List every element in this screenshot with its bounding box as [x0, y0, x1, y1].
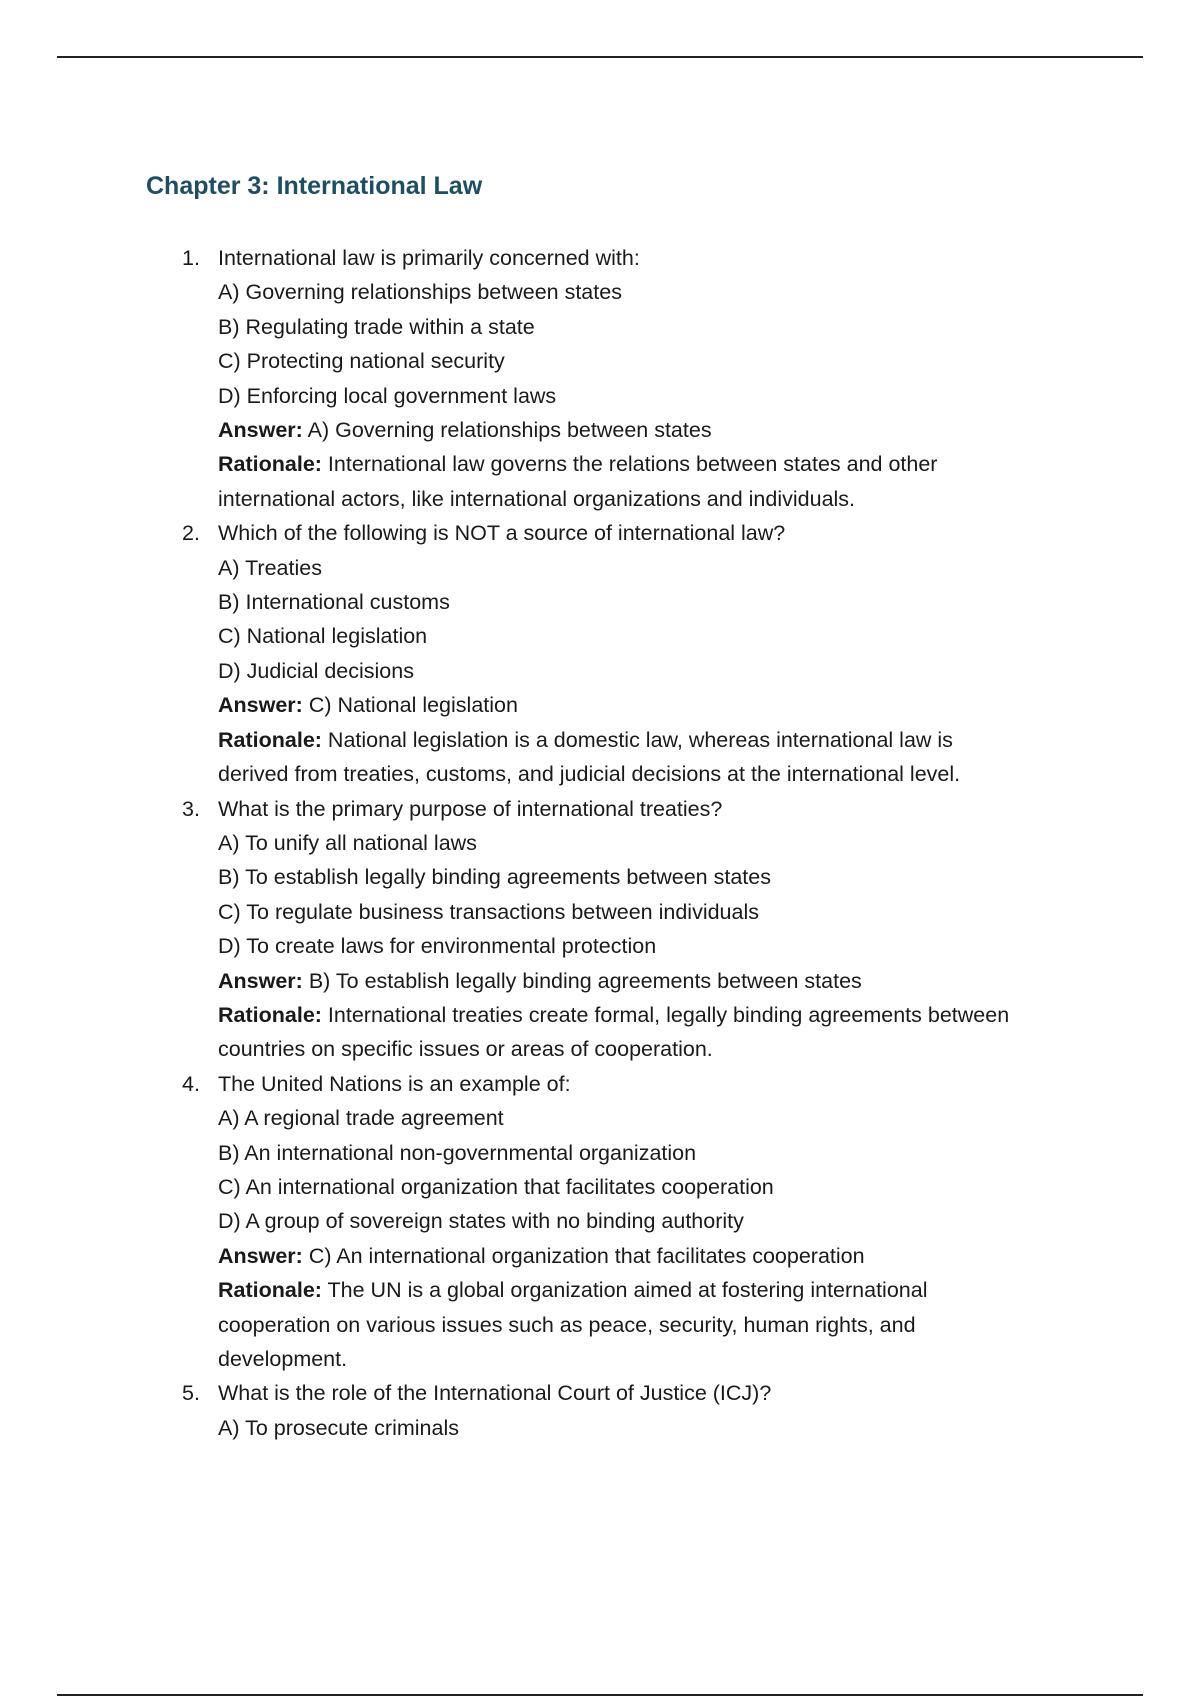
answer-option: A) To unify all national laws — [218, 830, 477, 855]
rationale-continuation: derived from treaties, customs, and judicial decisions at the international level. — [218, 762, 961, 787]
rationale-text: International treaties create formal, legally binding agreements between — [327, 1002, 1010, 1027]
rationale-line — [218, 1273, 1106, 1307]
rationale-label: Rationale: — [218, 452, 322, 477]
answer-option: B) To establish legally binding agreements between states — [218, 865, 771, 890]
answer-label: Answer: — [218, 693, 303, 718]
answer-label: Answer: — [218, 968, 303, 993]
answer-option: B) Regulating trade within a state — [218, 314, 535, 339]
question-number: 2. — [182, 521, 200, 546]
answer-option: D) Judicial decisions — [218, 658, 414, 683]
question-item — [146, 792, 1106, 1067]
answer-option: A) Treaties — [218, 555, 322, 580]
answer-option: C) National legislation — [218, 624, 428, 649]
answer-option: D) To create laws for environmental protection — [218, 934, 657, 959]
question-number: 1. — [182, 246, 200, 270]
question-item — [146, 516, 1106, 791]
answer-option: C) To regulate business transactions between individuals — [218, 899, 759, 924]
answer-line — [218, 1239, 1106, 1273]
rationale-line — [218, 447, 1106, 481]
rationale-text: The UN is a global organization aimed at fostering international — [327, 1278, 928, 1303]
question-prompt: The United Nations is an example of: — [218, 1071, 571, 1096]
question-item — [146, 1376, 1106, 1445]
question-number: 4. — [182, 1071, 200, 1096]
rationale-continuation: countries on specific issues or areas of cooperation. — [218, 1037, 713, 1062]
question-list — [146, 241, 1106, 1445]
question-prompt: Which of the following is NOT a source of international law? — [218, 521, 786, 546]
answer-text: B) To establish legally binding agreements between states — [308, 968, 862, 993]
answer-line — [218, 964, 1106, 998]
rationale-line — [218, 723, 1106, 757]
rationale-label: Rationale: — [218, 1278, 322, 1303]
answer-label: Answer: — [218, 1243, 303, 1268]
rationale-line — [218, 998, 1106, 1032]
bottom-rule — [57, 1694, 1143, 1696]
rationale-text: National legislation is a domestic law, whereas international law is — [327, 727, 953, 752]
answer-option: C) Protecting national security — [218, 349, 505, 374]
answer-text: C) National legislation — [308, 693, 518, 718]
answer-option: A) Governing relationships between states — [218, 280, 622, 305]
answer-text: A) Governing relationships between states — [307, 418, 712, 443]
rationale-continuation: development. — [218, 1347, 348, 1371]
answer-option: B) An international non-governmental organization — [218, 1140, 697, 1165]
answer-line — [218, 413, 1106, 447]
question-prompt: What is the role of the International Court of Justice (ICJ)? — [218, 1381, 772, 1406]
question-item — [146, 1067, 1106, 1377]
answer-label: Answer: — [218, 418, 303, 443]
answer-option: D) Enforcing local government laws — [218, 383, 557, 408]
chapter-title: Chapter 3: International Law — [146, 172, 483, 200]
question-prompt: What is the primary purpose of international treaties? — [218, 796, 723, 821]
answer-line — [218, 688, 1106, 722]
answer-option: D) A group of sovereign states with no binding authority — [218, 1209, 744, 1234]
answer-option: B) International customs — [218, 590, 450, 615]
top-rule — [57, 56, 1143, 58]
answer-option: A) A regional trade agreement — [218, 1106, 504, 1131]
question-number: 5. — [182, 1381, 200, 1406]
rationale-text: International law governs the relations between states and other — [327, 452, 938, 477]
rationale-continuation: cooperation on various issues such as peace, security, human rights, and — [218, 1312, 916, 1337]
answer-text: C) An international organization that facilitates cooperation — [308, 1243, 865, 1268]
answer-option: A) To prosecute criminals — [218, 1415, 459, 1440]
question-item — [146, 241, 1106, 516]
rationale-label: Rationale: — [218, 727, 322, 752]
answer-option: C) An international organization that facilitates cooperation — [218, 1174, 774, 1199]
rationale-label: Rationale: — [218, 1002, 322, 1027]
question-prompt: International law is primarily concerned with: — [218, 246, 640, 270]
question-number: 3. — [182, 796, 200, 821]
rationale-continuation: international actors, like international organizations and individuals. — [218, 486, 856, 511]
